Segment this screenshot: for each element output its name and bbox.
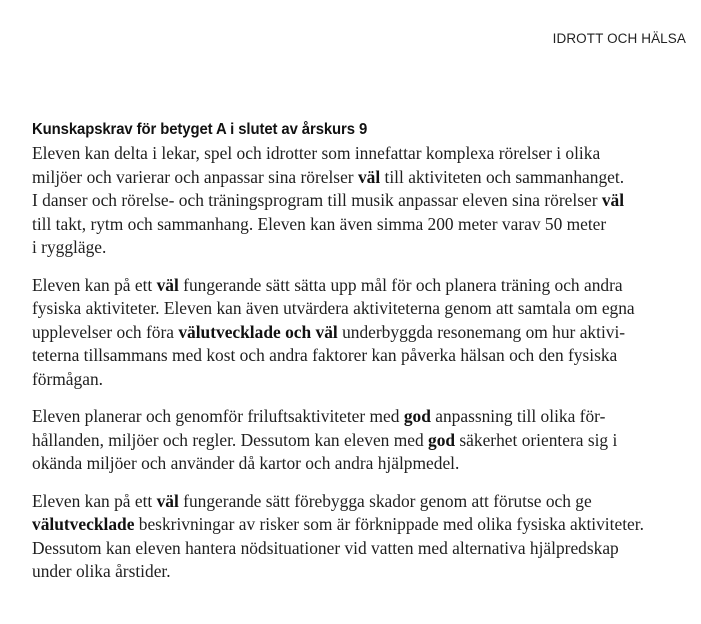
text-line — [32, 490, 700, 514]
text-line — [32, 213, 700, 237]
emphasized-term: god — [428, 429, 456, 450]
text-line — [32, 321, 700, 345]
paragraph — [32, 274, 700, 392]
section-running-header: IDROTT OCH HÄLSA — [552, 31, 686, 46]
text-segment: hållanden, miljöer och regler. Dessutom kan eleven med — [32, 429, 428, 450]
text-segment: teterna tillsammans med kost och andra faktorer kan påverka hälsan och den fysiska — [32, 345, 618, 365]
text-segment: fysiska aktiviteter. Eleven kan även utvärdera aktiviteterna genom att samtala om egna — [32, 298, 635, 318]
text-line — [32, 297, 700, 321]
text-line — [32, 189, 700, 213]
emphasized-term: väl — [357, 166, 381, 187]
text-line — [32, 166, 700, 190]
emphasized-term: välutvecklade — [32, 514, 135, 534]
paragraph — [32, 490, 700, 584]
text-segment: säkerhet orientera sig i — [455, 429, 618, 450]
text-segment: till takt, rytm och sammanhang. Eleven kan även simma 200 meter varav 50 meter — [32, 213, 607, 234]
emphasized-term: välutvecklade och väl — [178, 321, 338, 342]
text-segment: Eleven planerar och genomför friluftsaktiviteter med — [32, 406, 404, 426]
grade-criteria-heading: Kunskapskrav för betyget A i slutet av årskurs 9 — [32, 121, 368, 138]
text-segment: Eleven kan delta i lekar, spel och idrotter som innefattar komplexa rörelser i olika — [32, 143, 601, 163]
text-segment: förmågan. — [32, 368, 103, 389]
emphasized-term: väl — [156, 490, 179, 511]
document-body — [32, 121, 700, 598]
text-segment: under olika årstider. — [32, 561, 171, 581]
paragraph-list — [32, 142, 700, 584]
paragraph — [32, 142, 700, 260]
text-line — [32, 513, 700, 537]
text-segment: till aktiviteten och sammanhanget. — [380, 166, 625, 187]
paragraph — [32, 405, 700, 476]
text-segment: i ryggläge. — [32, 237, 107, 257]
text-line — [32, 429, 700, 453]
text-line — [32, 274, 700, 298]
text-line — [32, 405, 700, 429]
text-line — [32, 537, 700, 561]
emphasized-term: god — [403, 406, 431, 426]
text-segment: underbyggda resonemang om hur aktivi- — [337, 321, 626, 342]
text-segment: Dessutom kan eleven hantera nödsituationer vid vatten med alternativa hjälpredskap — [32, 537, 619, 558]
text-line — [32, 368, 700, 392]
text-segment: miljöer och varierar och anpassar sina rörelser — [32, 166, 358, 187]
text-line — [32, 452, 700, 476]
text-segment: Eleven kan på ett — [32, 274, 157, 295]
text-segment: Eleven kan på ett — [32, 490, 157, 511]
text-segment: anpassning till olika för- — [430, 406, 606, 426]
text-segment: fungerande sätt sätta upp mål för och planera träning och andra — [178, 274, 623, 295]
text-line — [32, 344, 700, 368]
emphasized-term: väl — [156, 274, 179, 295]
text-segment: fungerande sätt förebygga skador genom att förutse och ge — [178, 490, 592, 511]
text-line — [32, 236, 700, 260]
text-line — [32, 142, 700, 166]
text-segment: upplevelser och föra — [32, 321, 179, 342]
emphasized-term: väl — [601, 190, 625, 210]
text-line — [32, 560, 700, 584]
text-segment: okända miljöer och använder då kartor och andra hjälpmedel. — [32, 453, 460, 473]
text-segment: I danser och rörelse- och träningsprogram till musik anpassar eleven sina rörelser — [32, 190, 602, 210]
text-segment: beskrivningar av risker som är förknippade med olika fysiska aktiviteter. — [134, 514, 644, 534]
